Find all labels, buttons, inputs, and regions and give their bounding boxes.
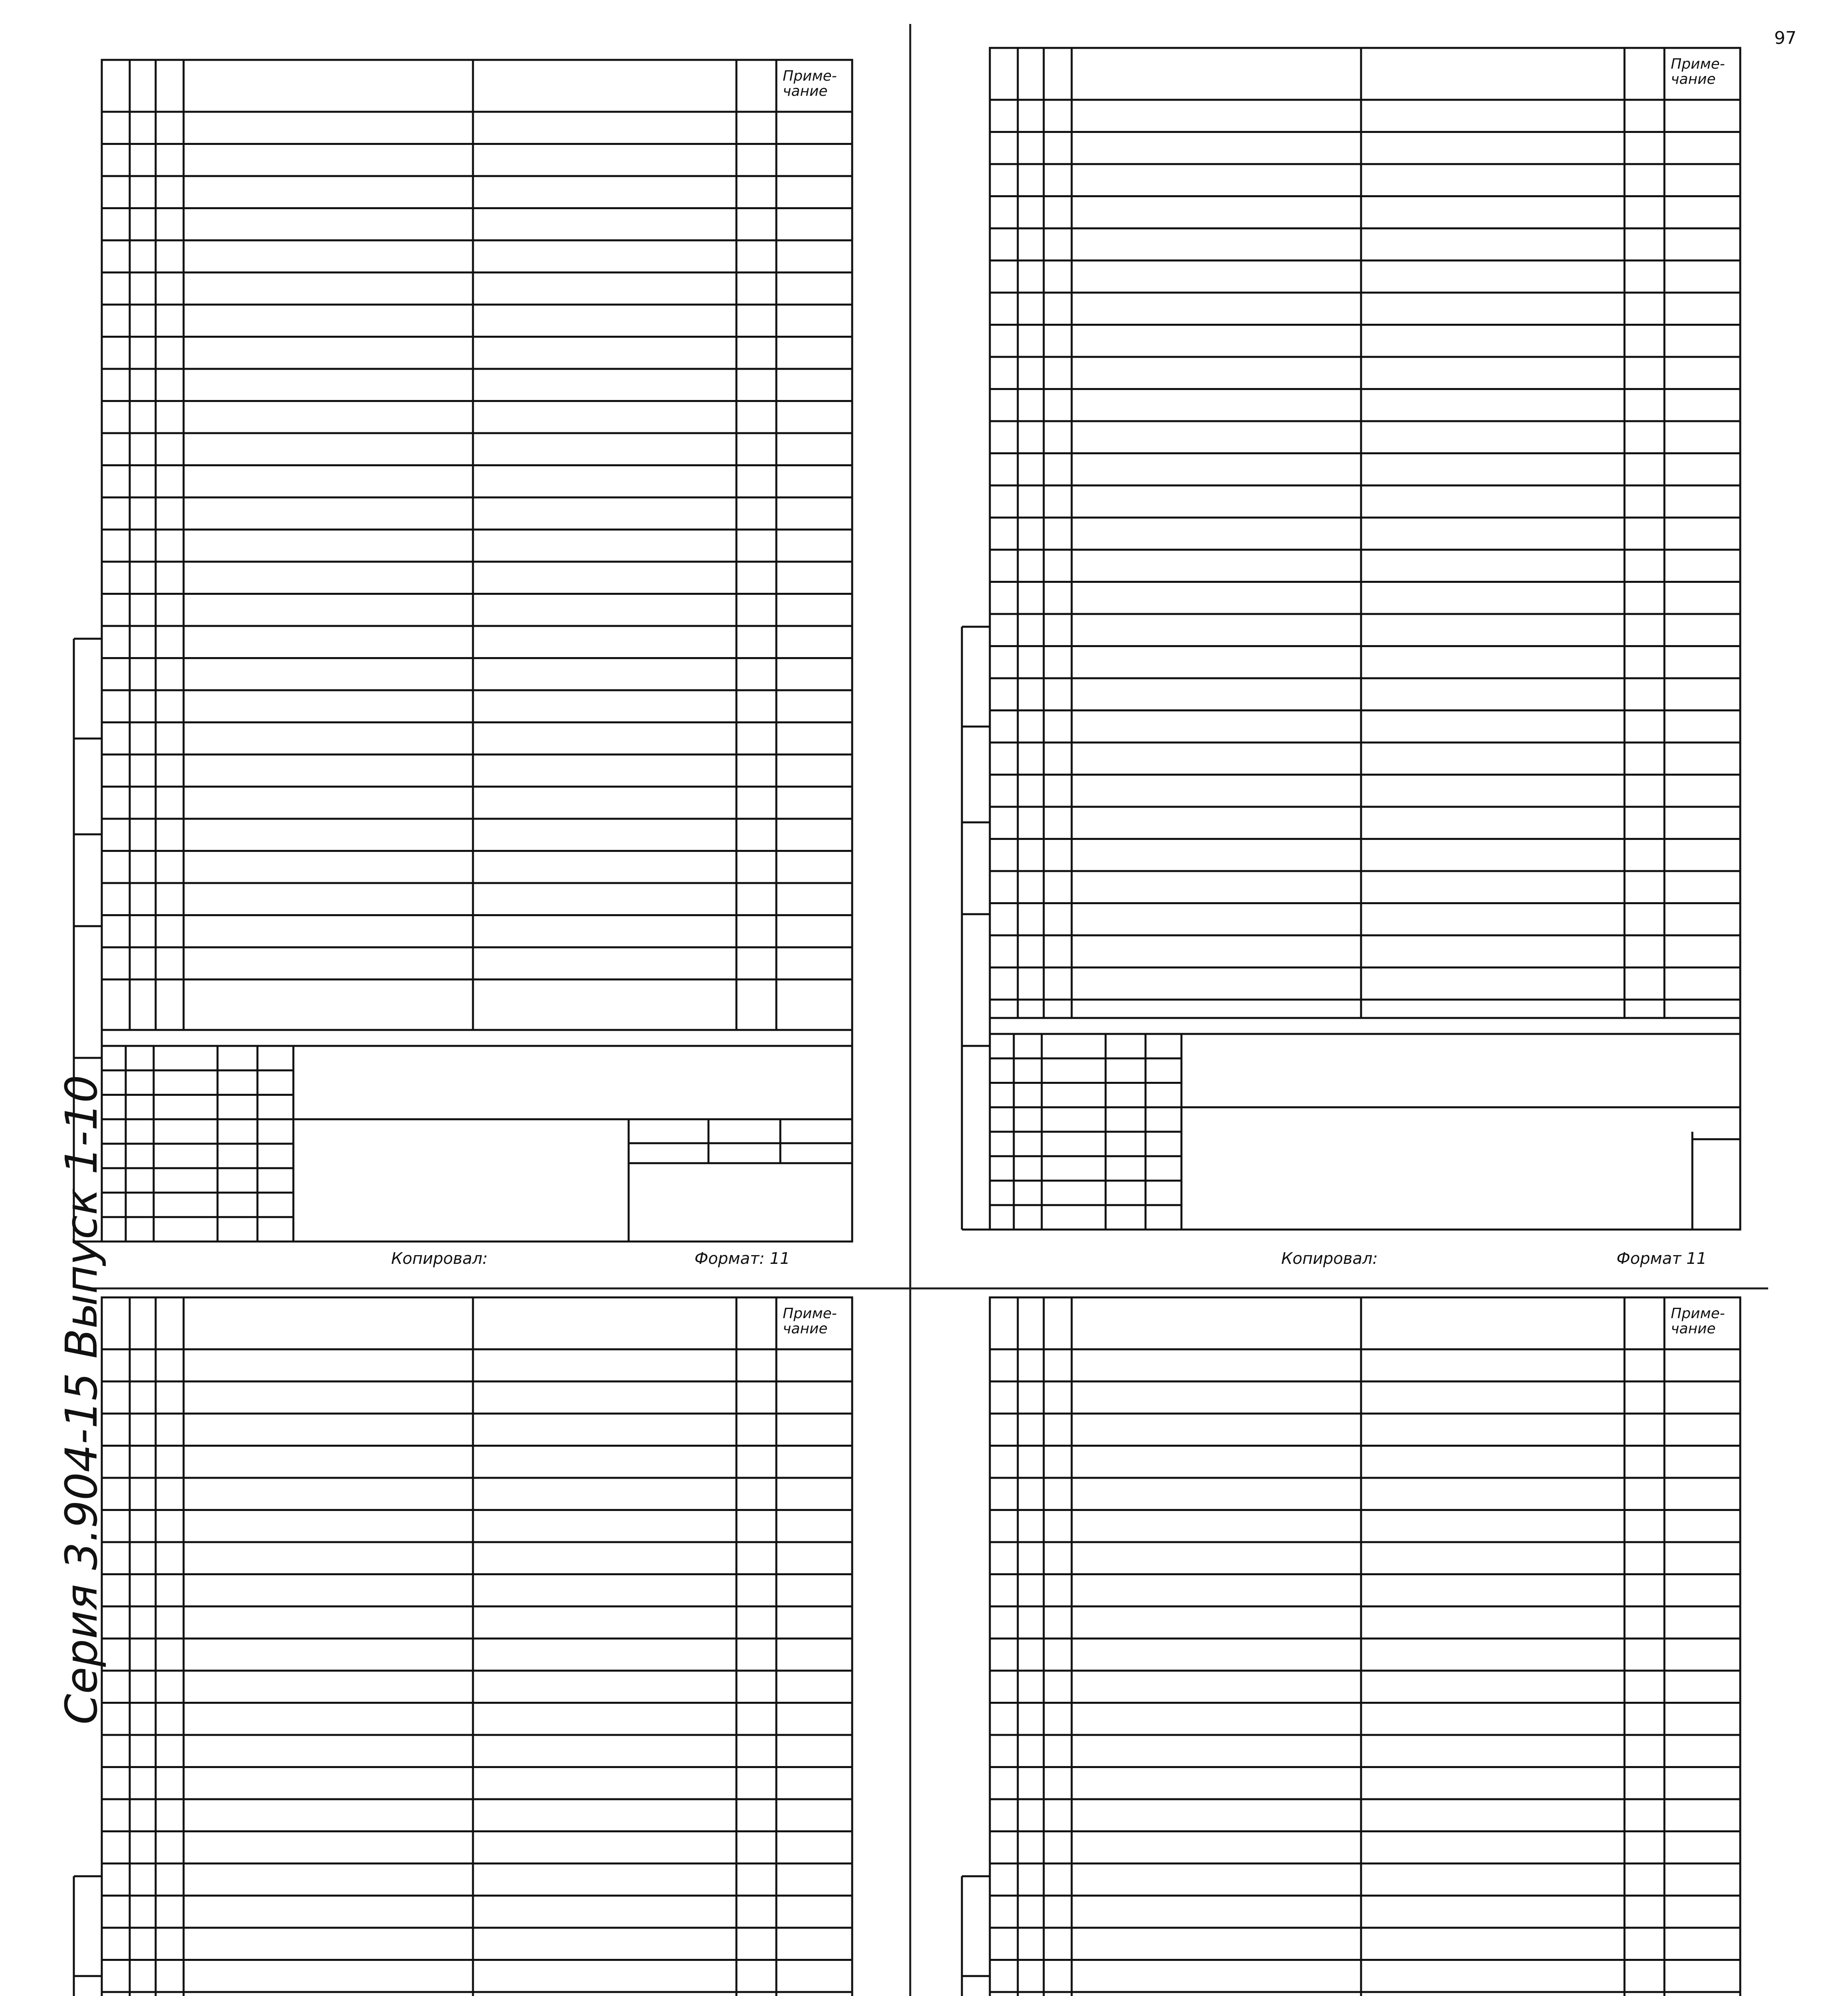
footer-format-2: Формат 11 xyxy=(1617,1249,1707,1268)
footer-format-1: Формат: 11 xyxy=(694,1249,790,1268)
sheet-border xyxy=(102,60,852,1242)
spec-sheet-4 xyxy=(990,1297,1788,1996)
sheet-border xyxy=(102,1297,852,1996)
sheet-border xyxy=(990,1297,1740,1996)
sheet-frame xyxy=(990,48,1788,1230)
middle-divider xyxy=(92,1287,1768,1289)
hdr-note: Приме- чание xyxy=(783,1305,837,1337)
spec-sheet-2 xyxy=(990,48,1788,1230)
sheet-border xyxy=(990,48,1740,1230)
spec-sheet-1 xyxy=(102,60,900,1242)
footer-copied-1: Копировал: xyxy=(391,1249,488,1268)
hdr-note: Приме- чание xyxy=(1671,1305,1725,1337)
sheet-frame xyxy=(990,1297,1788,1996)
sheet-frame xyxy=(102,60,900,1242)
series-label: Серия 3.904-15 Выпуск 1-10 xyxy=(56,1075,107,1725)
hdr-note: Приме- чание xyxy=(783,68,837,99)
footer-copied-2: Копировал: xyxy=(1281,1249,1378,1268)
page-number: 97 xyxy=(1774,28,1797,48)
hdr-note: Приме- чание xyxy=(1671,56,1725,87)
spec-sheet-3 xyxy=(102,1297,900,1996)
center-divider xyxy=(909,24,911,1996)
sheet-frame xyxy=(102,1297,900,1996)
